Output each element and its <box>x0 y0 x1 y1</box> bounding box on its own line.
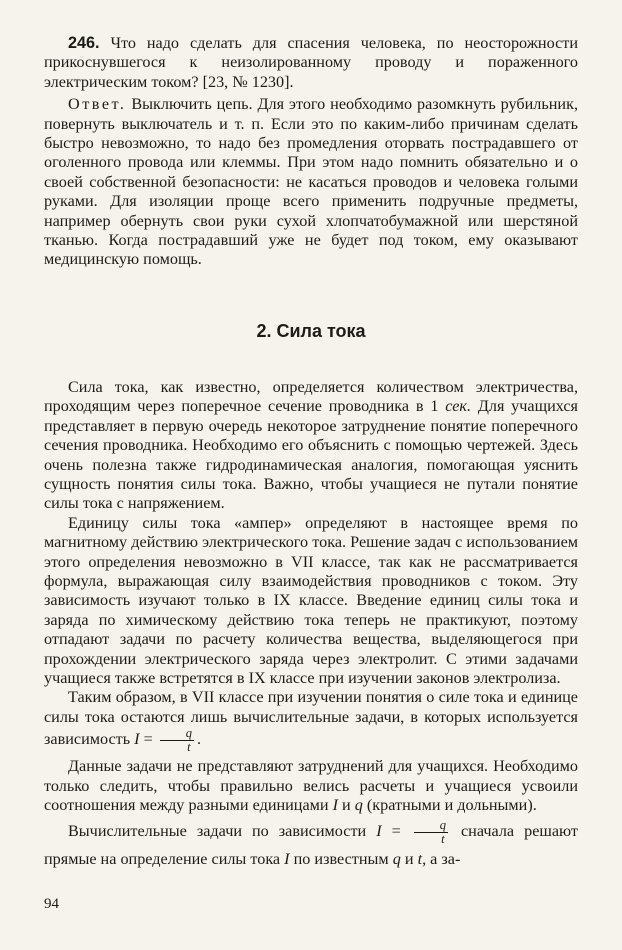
problem-number: 246. <box>68 34 100 52</box>
page-number: 94 <box>44 896 59 912</box>
paragraph-2: Единицу силы тока «ампер» определяют в настоящее время по магнитному действию электрического тока. Решение задач с использованием этого определения невозможно в VII классе, так как не рассматривается формула, выражающая силу взаимодействия проводников с током. Эту зависимость изучают только в IX классе. Введение единиц силы тока и заряда по химическому действию тока теперь не практикуют, поэтому отпадают задачи по расчету количества вещества, выделяющегося при прохождении электрического заряда через электролит. С этими задачами учащиеся также встретятся в IX классе при изучении законов электролиза. <box>44 513 578 687</box>
paragraph-3: Таким образом, в VII классе при изучении понятия о силе тока и единице силы тока остаются лишь вычислительные задачи, в которых используется зависимость I = $\frac{q}{t}$ . <box>44 688 578 755</box>
paragraph-5: Вычислительные задачи по зависимости I = $\frac{q}{t}$ сначала решают прямые на определение силы тока I по известным q и t, а за- <box>44 818 578 869</box>
formula-2-equals: = <box>381 822 411 841</box>
formula-fraction <box>160 727 194 754</box>
problem-paragraph <box>44 34 578 92</box>
formula-equals: = <box>139 730 157 749</box>
formula-2-lhs: I <box>376 822 382 841</box>
formula-denominator: t <box>187 740 191 755</box>
formula-lhs: I <box>134 730 140 749</box>
answer-paragraph <box>44 95 578 270</box>
formula-2-denominator: t <box>441 832 445 847</box>
formula-2-numerator: q <box>414 819 448 833</box>
formula-2-fraction <box>414 819 448 846</box>
formula-numerator: q <box>160 727 194 741</box>
paragraph-4: Данные задачи не представляют затруднений для учащихся. Необходимо только следить, чтобы правильно велись расчеты и учащиеся усвоили соотношения между разными единицами I и q (кратными и дольными). <box>44 757 578 814</box>
answer-label: Ответ. <box>68 95 127 114</box>
unit-seconds: сек. <box>445 397 472 416</box>
problem-text: Что надо сделать для спасения человека, по неосторожности прикоснувшегося к неизолированному проводу и пораженного электрическим током? [23, № 1230]. <box>44 34 578 91</box>
section-heading: 2. Сила тока <box>256 320 366 341</box>
answer-text: Выключить цепь. Для этого необходимо разомкнуть рубильник, повернуть выключатель и т. п. Если это по каким-либо причинам сделать быстро невозможно, то надо без промедления оторвать пострадавшего от оголенного провода или клеммы. При этом надо помнить обязательно и о своей собственной безопасности: не касаться проводов и человека голыми руками. Для изоляции проще всего применить подручные предметы, например обернуть свои руки сухой хлопчатобумажной или шерстяной тканью. Когда пострадавший уже не будет под током, ему оказывают медицинскую помощь. <box>44 95 578 269</box>
paragraph-1: Сила тока, как известно, определяется количеством электричества, проходящим через поперечное сечение проводника в 1 сек. Для учащихся представляет в первую очередь некоторое затруднение понятие поперечного сечения проводника. Необходимо его объяснить с помощью чертежей. Здесь очень полезна также гидродинамическая аналогия, помогающая уяснить сущность понятия силы тока. Важно, чтобы учащиеся не путали понятие силы тока с напряжением. <box>44 377 578 513</box>
